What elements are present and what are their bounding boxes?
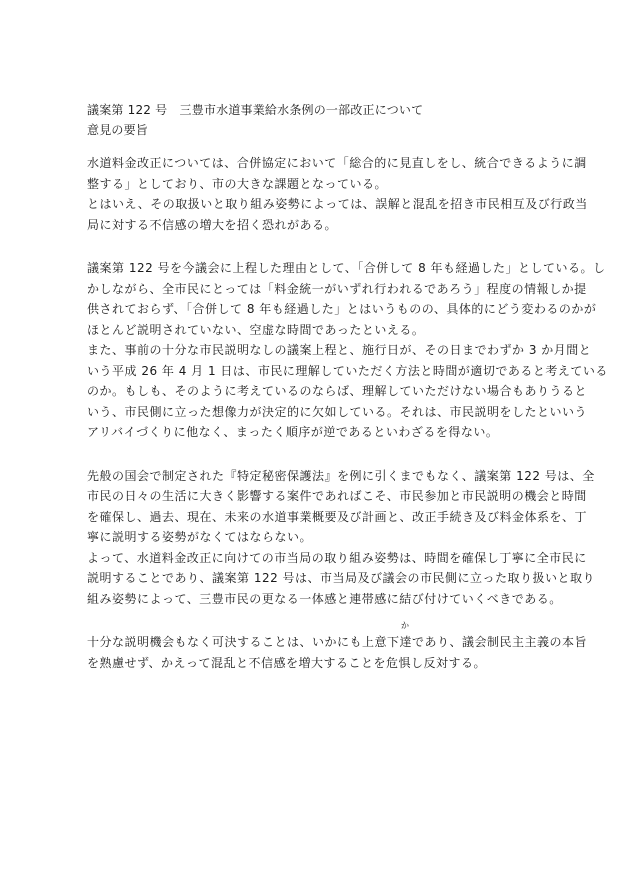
document-heading <box>87 100 547 140</box>
document-title: 議案第 122 号 三豊市水道事業給水条例の一部改正について <box>87 103 424 117</box>
paragraph-line: 供されておらず、「合併して 8 年も経過した」とはいうものの、具体的にどう変わるのかが <box>87 302 597 316</box>
paragraph-line: 説明することであり、議案第 122 号は、市当局及び議会の市民側に立った取り扱いと取り <box>87 571 596 585</box>
paragraph-line <box>87 621 588 653</box>
paragraph-1 <box>87 153 588 235</box>
paragraph-line: を確保し、過去、現在、未来の水道事業概要及び計画と、改正手続き及び料金体系を、丁 <box>87 509 588 524</box>
paragraph-line: とはいえ、その取扱いと取り組み姿勢によっては、誤解と混乱を招き市民相互及び行政当 <box>87 197 588 211</box>
paragraph-gap <box>87 609 547 632</box>
ruby-annotation: か <box>401 621 409 630</box>
paragraph-3 <box>87 466 596 610</box>
paragraph-line: また、事前の十分な市民説明なしの議案上程と、施行日が、その日までわずか 3 か月間と <box>87 343 592 357</box>
paragraph-line: いう平成 26 年 4 月 1 日は、市民に理解していただく方法と時間が適切であると考えている <box>87 363 608 378</box>
paragraph-line: 組み姿勢によって、三豊市民の更なる一体感と連帯感に結び付けていくべきである。 <box>87 591 562 606</box>
document-body <box>87 153 608 673</box>
paragraph-line: よって、水道料金改正に向けての市当局の取り組み姿勢は、時間を確保し丁寧に全市民に <box>87 550 587 565</box>
paragraph-line: 先般の国会で制定された『特定秘密保護法』を例に引くまでもなく、議案第 122 号は、全 <box>87 468 595 483</box>
paragraph-gap <box>87 235 547 258</box>
paragraph-line: ほとんど説明されていない、空虚な時間であったといえる。 <box>87 322 425 337</box>
paragraph-line: のか。もしも、そのように考えているのならば、理解していただけない場合もありうると <box>87 384 588 398</box>
paragraph-line: を熟慮せず、かえって混乱と不信感を増大することを危惧し反対する。 <box>87 655 487 670</box>
paragraph-4 <box>87 621 588 673</box>
paragraph-line: 寧に説明する姿勢がなくてはならない。 <box>87 530 313 544</box>
paragraph-line-text: 十分な説明機会もなく可決することは、いかにも上意下達であり、議会制民主主義の本旨 <box>87 635 588 649</box>
paragraph-line: アリバイづくりに他なく、まったく順序が逆であるといわざるを得ない。 <box>87 425 499 439</box>
paragraph-line: いう、市民側に立った想像力が決定的に欠如している。それは、市民説明をしたといいう <box>87 404 588 419</box>
paragraph-line: かしながら、全市民にとっては「料金統一がいずれ行われるであろう」程度の情報しか提 <box>87 281 587 296</box>
paragraph-line: 局に対する不信感の増大を招く恐れがある。 <box>87 217 338 232</box>
paragraph-line: 水道料金改正については、合併協定において「総合的に見直しをし、統合できるように調 <box>87 156 587 170</box>
document-subtitle: 意見の要旨 <box>87 123 149 137</box>
paragraph-line: 整する」としており、市の大きな課題となっている。 <box>87 176 388 191</box>
paragraph-line: 市民の日々の生活に大きく影響する案件であればこそ、市民参加と市民説明の機会と時間 <box>87 489 587 503</box>
paragraph-2 <box>87 258 608 443</box>
paragraph-gap <box>87 443 547 466</box>
paragraph-line: 議案第 122 号を今議会に上程した理由として、「合併して 8 年も経過した」としている。し <box>87 261 606 275</box>
